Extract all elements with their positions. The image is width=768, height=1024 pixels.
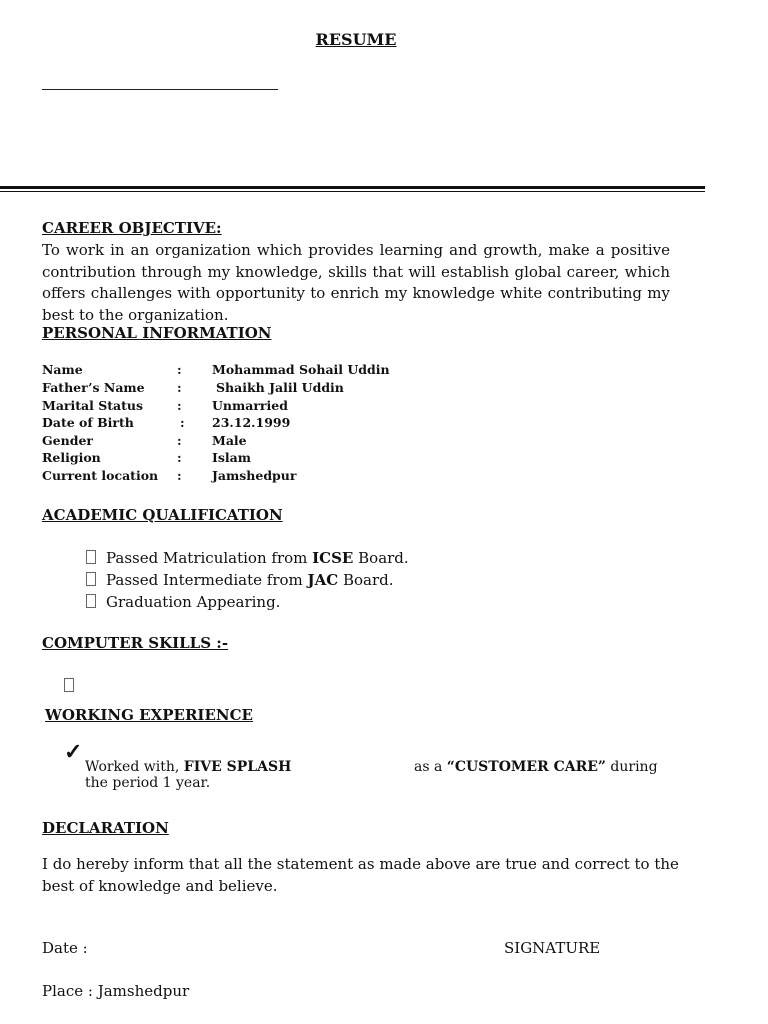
info-row-name: Name : Mohammad Sohail Uddin (42, 362, 390, 377)
personal-info-heading: PERSONAL INFORMATION (42, 324, 272, 342)
career-objective-text: To work in an organization which provides learning and growth, make a positive contribution through my knowledge, skills that will establish global career, which offers challenges with opportunity to enrich my knowledge white contributing my best to the organization. (42, 241, 670, 324)
page-title: RESUME (315, 30, 397, 49)
place-label: Place : Jamshedpur (42, 982, 190, 1000)
info-row-father-name: Father’s Name : Shaikh Jalil Uddin (42, 380, 344, 395)
computer-skills-heading: COMPUTER SKILLS :- (42, 634, 229, 652)
header-divider (0, 186, 705, 189)
computer-skills-item (64, 677, 84, 695)
info-row-religion: Religion : Islam (42, 450, 251, 465)
date-label: Date : (42, 939, 88, 957)
bullet-box-icon (64, 678, 74, 692)
bullet-box-icon (86, 594, 96, 608)
bullet-box-icon (86, 550, 96, 564)
career-objective-heading: CAREER OBJECTIVE: (42, 219, 222, 237)
checkmark-icon: ✓ (64, 739, 83, 765)
academic-item: Passed Matriculation from ICSE Board. (86, 549, 409, 567)
info-row-date-of-birth: Date of Birth : 23.12.1999 (42, 415, 291, 430)
work-role: as a “CUSTOMER CARE” during (414, 759, 658, 775)
academic-heading: ACADEMIC QUALIFICATION (42, 506, 283, 524)
signature-label: SIGNATURE (504, 939, 601, 957)
info-row-current-location: Current location : Jamshedpur (42, 468, 297, 483)
declaration-line-2: best of knowledge and believe. (42, 877, 278, 895)
info-row-gender: Gender : Male (42, 433, 247, 448)
academic-item: Passed Intermediate from JAC Board. (86, 571, 394, 589)
work-line-2: the period 1 year. (85, 775, 211, 791)
header-divider-thin (0, 191, 705, 192)
declaration-heading: DECLARATION (42, 819, 169, 837)
name-underline (42, 89, 278, 90)
info-row-marital-status: Marital Status : Unmarried (42, 398, 288, 413)
declaration-line-1: I do hereby inform that all the statement as made above are true and correct to the (42, 855, 679, 873)
work-line-1: Worked with, FIVE SPLASH (85, 759, 292, 775)
working-experience-heading: WORKING EXPERIENCE (45, 706, 253, 724)
bullet-box-icon (86, 572, 96, 586)
academic-item: Graduation Appearing. (86, 593, 280, 611)
